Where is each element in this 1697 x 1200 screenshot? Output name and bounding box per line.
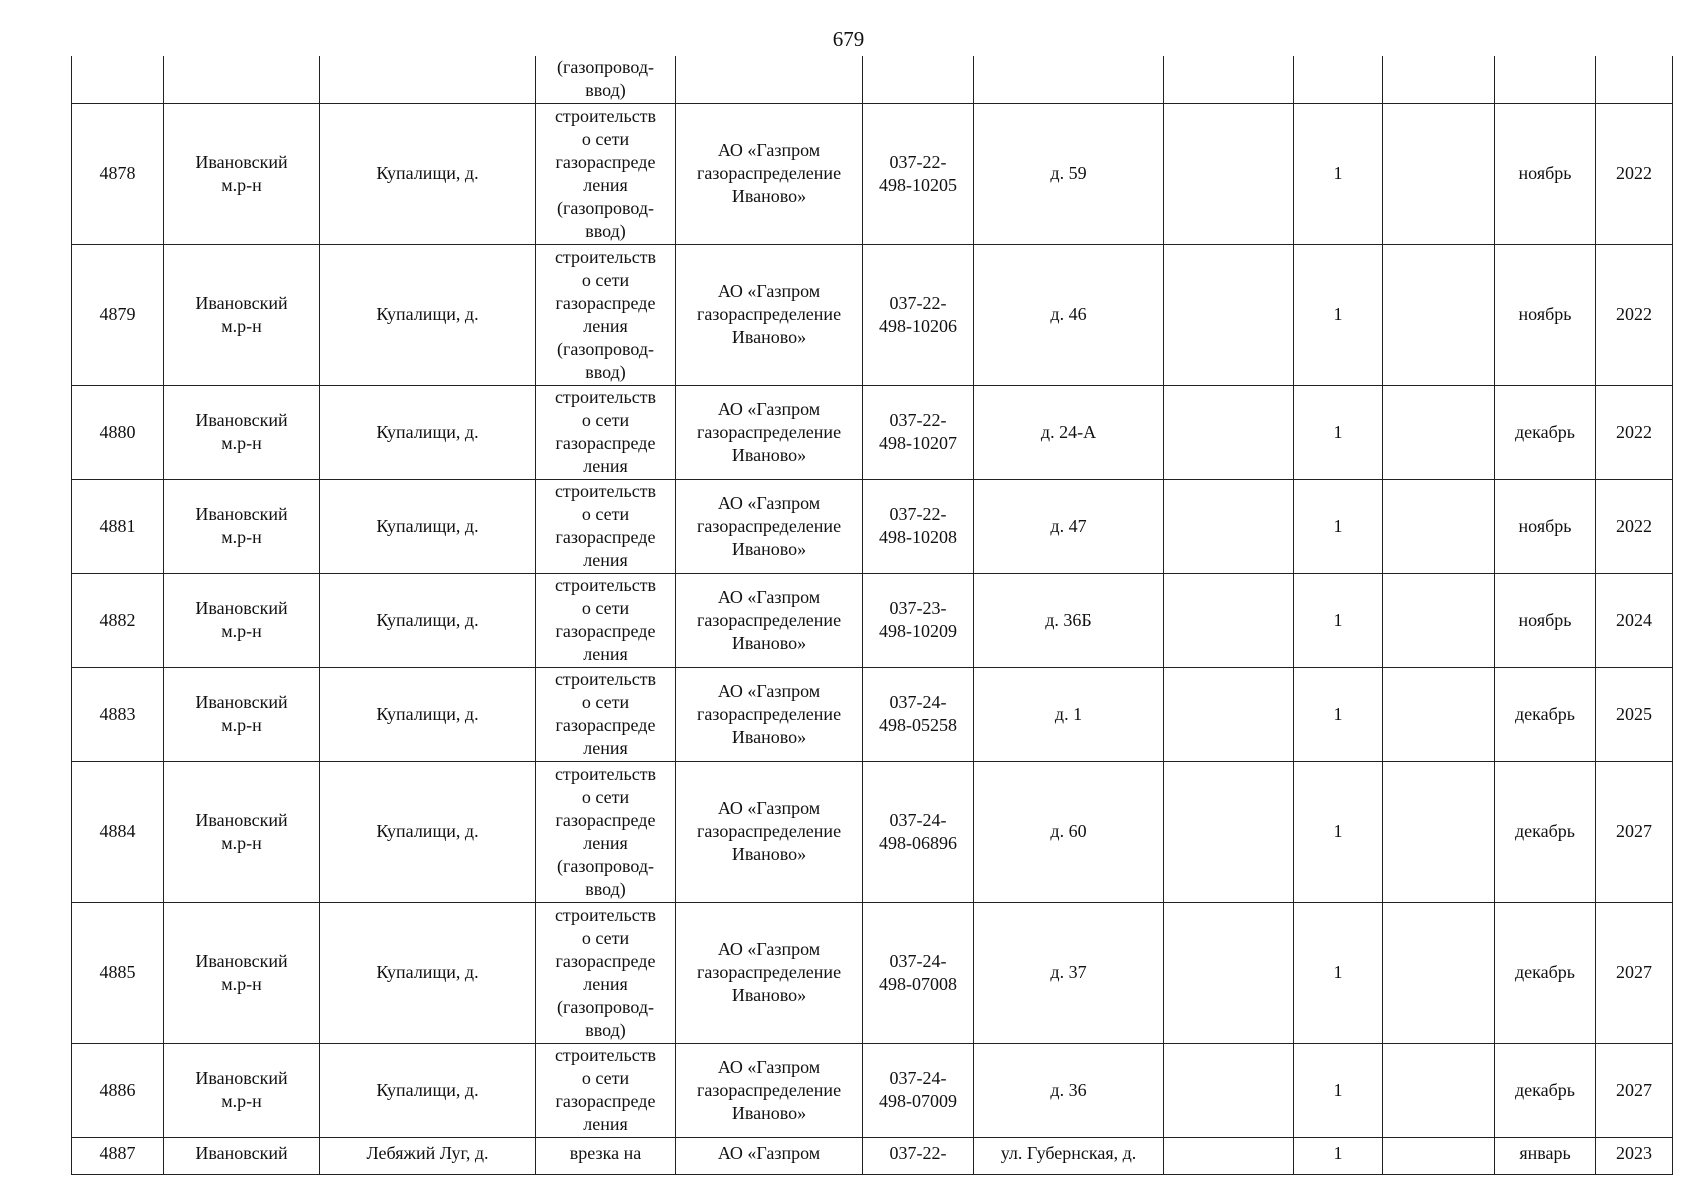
cell-qty: 1 xyxy=(1294,1137,1383,1174)
cell-locality: Купалищи, д. xyxy=(320,902,536,1043)
cell-empty xyxy=(1383,56,1495,103)
cell-empty xyxy=(1164,1043,1294,1137)
cell-empty xyxy=(1383,902,1495,1043)
cell-empty xyxy=(1383,385,1495,479)
cell-month: декабрь xyxy=(1495,385,1596,479)
cell-year: 2024 xyxy=(1596,573,1673,667)
cell-org: АО «Газпром газораспределение Иваново» xyxy=(676,573,863,667)
cell-address xyxy=(974,56,1164,103)
cell-code: 037-24- 498-07008 xyxy=(863,902,974,1043)
cell-work-type: строительств о сети газораспреде ления xyxy=(536,385,676,479)
cell-no: 4878 xyxy=(72,103,164,244)
cell-empty xyxy=(1164,1137,1294,1174)
cell-org: АО «Газпром газораспределение Иваново» xyxy=(676,244,863,385)
cell-work-type: строительств о сети газораспреде ления xyxy=(536,573,676,667)
cell-org: АО «Газпром газораспределение Иваново» xyxy=(676,103,863,244)
cell-work-type: строительств о сети газораспреде ления (газопровод- ввод) xyxy=(536,244,676,385)
cell-month: ноябрь xyxy=(1495,244,1596,385)
cell-org: АО «Газпром газораспределение Иваново» xyxy=(676,761,863,902)
cell-org: АО «Газпром газораспределение Иваново» xyxy=(676,902,863,1043)
cell-address: д. 47 xyxy=(974,479,1164,573)
cell-month: январь xyxy=(1495,1137,1596,1174)
cell-code: 037-22- 498-10208 xyxy=(863,479,974,573)
cell-district: Ивановский м.р-н xyxy=(164,385,320,479)
registry-table xyxy=(71,56,1673,1175)
cell-address: д. 36Б xyxy=(974,573,1164,667)
cell-year: 2022 xyxy=(1596,244,1673,385)
cell-empty xyxy=(1164,761,1294,902)
cell-locality: Купалищи, д. xyxy=(320,1043,536,1137)
cell-year: 2027 xyxy=(1596,902,1673,1043)
cell-no: 4879 xyxy=(72,244,164,385)
cell-work-type: строительств о сети газораспреде ления xyxy=(536,1043,676,1137)
cell-locality: Купалищи, д. xyxy=(320,761,536,902)
cell-locality: Купалищи, д. xyxy=(320,385,536,479)
cell-empty xyxy=(1164,103,1294,244)
cell-empty xyxy=(1164,244,1294,385)
cell-code: 037-22- 498-10206 xyxy=(863,244,974,385)
cell-year: 2023 xyxy=(1596,1137,1673,1174)
cell-code: 037-24- 498-05258 xyxy=(863,667,974,761)
cell-no: 4884 xyxy=(72,761,164,902)
cell-address: д. 46 xyxy=(974,244,1164,385)
cell-year: 2022 xyxy=(1596,385,1673,479)
cell-no: 4883 xyxy=(72,667,164,761)
cell-year: 2027 xyxy=(1596,1043,1673,1137)
cell-locality: Купалищи, д. xyxy=(320,103,536,244)
cell-year: 2027 xyxy=(1596,761,1673,902)
cell-org: АО «Газпром газораспределение Иваново» xyxy=(676,385,863,479)
cell-qty: 1 xyxy=(1294,573,1383,667)
cell-month: декабрь xyxy=(1495,1043,1596,1137)
cell-address: д. 59 xyxy=(974,103,1164,244)
cell-month: декабрь xyxy=(1495,902,1596,1043)
cell-empty xyxy=(1383,479,1495,573)
continuation-row xyxy=(72,56,1673,103)
cell-qty: 1 xyxy=(1294,902,1383,1043)
cell-year: 2022 xyxy=(1596,103,1673,244)
cell-no: 4886 xyxy=(72,1043,164,1137)
cell-org: АО «Газпром газораспределение Иваново» xyxy=(676,667,863,761)
cell-address: ул. Губернская, д. xyxy=(974,1137,1164,1174)
cell-code: 037-22- 498-10207 xyxy=(863,385,974,479)
cell-empty xyxy=(1164,385,1294,479)
cell-month: ноябрь xyxy=(1495,479,1596,573)
cell-no: 4885 xyxy=(72,902,164,1043)
cell-district: Ивановский м.р-н xyxy=(164,902,320,1043)
cell-address: д. 1 xyxy=(974,667,1164,761)
cell-code: 037-22- 498-10205 xyxy=(863,103,974,244)
cell-month: декабрь xyxy=(1495,761,1596,902)
cell-work-type: врезка на xyxy=(536,1137,676,1174)
cell-qty: 1 xyxy=(1294,479,1383,573)
page-number: 679 xyxy=(832,27,865,51)
cell-qty xyxy=(1294,56,1383,103)
table-row xyxy=(72,479,1673,573)
cell-work-type: строительств о сети газораспреде ления (газопровод- ввод) xyxy=(536,103,676,244)
cell-no xyxy=(72,56,164,103)
table-row xyxy=(72,103,1673,244)
cell-year: 2025 xyxy=(1596,667,1673,761)
cell-district: Ивановский м.р-н xyxy=(164,761,320,902)
table-row xyxy=(72,667,1673,761)
cell-qty: 1 xyxy=(1294,385,1383,479)
cell-empty xyxy=(1383,1137,1495,1174)
cell-district: Ивановский xyxy=(164,1137,320,1174)
cell-work-type: строительств о сети газораспреде ления (газопровод- ввод) xyxy=(536,902,676,1043)
cell-code: 037-23- 498-10209 xyxy=(863,573,974,667)
cell-empty xyxy=(1164,56,1294,103)
cell-month: декабрь xyxy=(1495,667,1596,761)
cell-code xyxy=(863,56,974,103)
cell-locality: Купалищи, д. xyxy=(320,479,536,573)
cell-district: Ивановский м.р-н xyxy=(164,479,320,573)
cell-locality: Лебяжий Луг, д. xyxy=(320,1137,536,1174)
cell-address: д. 60 xyxy=(974,761,1164,902)
cell-no: 4881 xyxy=(72,479,164,573)
cell-month xyxy=(1495,56,1596,103)
cell-code: 037-22- xyxy=(863,1137,974,1174)
cell-org: АО «Газпром газораспределение Иваново» xyxy=(676,479,863,573)
table-row xyxy=(72,573,1673,667)
cell-year xyxy=(1596,56,1673,103)
cell-year: 2022 xyxy=(1596,479,1673,573)
cell-qty: 1 xyxy=(1294,1043,1383,1137)
cell-month: ноябрь xyxy=(1495,103,1596,244)
cell-qty: 1 xyxy=(1294,103,1383,244)
cell-district: Ивановский м.р-н xyxy=(164,1043,320,1137)
table-row xyxy=(72,244,1673,385)
cell-work-type: строительств о сети газораспреде ления xyxy=(536,667,676,761)
cell-address: д. 36 xyxy=(974,1043,1164,1137)
cell-empty xyxy=(1164,573,1294,667)
cell-org: АО «Газпром xyxy=(676,1137,863,1174)
table-row xyxy=(72,1137,1673,1174)
table-row xyxy=(72,761,1673,902)
cell-district: Ивановский м.р-н xyxy=(164,573,320,667)
cell-district xyxy=(164,56,320,103)
table-row xyxy=(72,902,1673,1043)
table-body xyxy=(72,56,1673,1174)
cell-empty xyxy=(1164,667,1294,761)
cell-org xyxy=(676,56,863,103)
table-row xyxy=(72,385,1673,479)
table-row xyxy=(72,1043,1673,1137)
cell-month: ноябрь xyxy=(1495,573,1596,667)
cell-empty xyxy=(1383,761,1495,902)
cell-qty: 1 xyxy=(1294,761,1383,902)
cell-locality: Купалищи, д. xyxy=(320,244,536,385)
cell-locality xyxy=(320,56,536,103)
cell-no: 4880 xyxy=(72,385,164,479)
cell-no: 4887 xyxy=(72,1137,164,1174)
cell-empty xyxy=(1383,244,1495,385)
cell-code: 037-24- 498-07009 xyxy=(863,1043,974,1137)
cell-locality: Купалищи, д. xyxy=(320,573,536,667)
cell-empty xyxy=(1383,103,1495,244)
cell-no: 4882 xyxy=(72,573,164,667)
cell-code: 037-24- 498-06896 xyxy=(863,761,974,902)
cell-district: Ивановский м.р-н xyxy=(164,667,320,761)
cell-district: Ивановский м.р-н xyxy=(164,103,320,244)
cell-district: Ивановский м.р-н xyxy=(164,244,320,385)
cell-qty: 1 xyxy=(1294,667,1383,761)
cell-address: д. 24-А xyxy=(974,385,1164,479)
cell-empty xyxy=(1164,479,1294,573)
cell-empty xyxy=(1383,667,1495,761)
cell-org: АО «Газпром газораспределение Иваново» xyxy=(676,1043,863,1137)
cell-qty: 1 xyxy=(1294,244,1383,385)
cell-work-type: строительств о сети газораспреде ления xyxy=(536,479,676,573)
cell-work-type: строительств о сети газораспреде ления (газопровод- ввод) xyxy=(536,761,676,902)
cell-locality: Купалищи, д. xyxy=(320,667,536,761)
cell-address: д. 37 xyxy=(974,902,1164,1043)
cell-empty xyxy=(1383,1043,1495,1137)
cell-work-type: (газопровод- ввод) xyxy=(536,56,676,103)
cell-empty xyxy=(1383,573,1495,667)
cell-empty xyxy=(1164,902,1294,1043)
